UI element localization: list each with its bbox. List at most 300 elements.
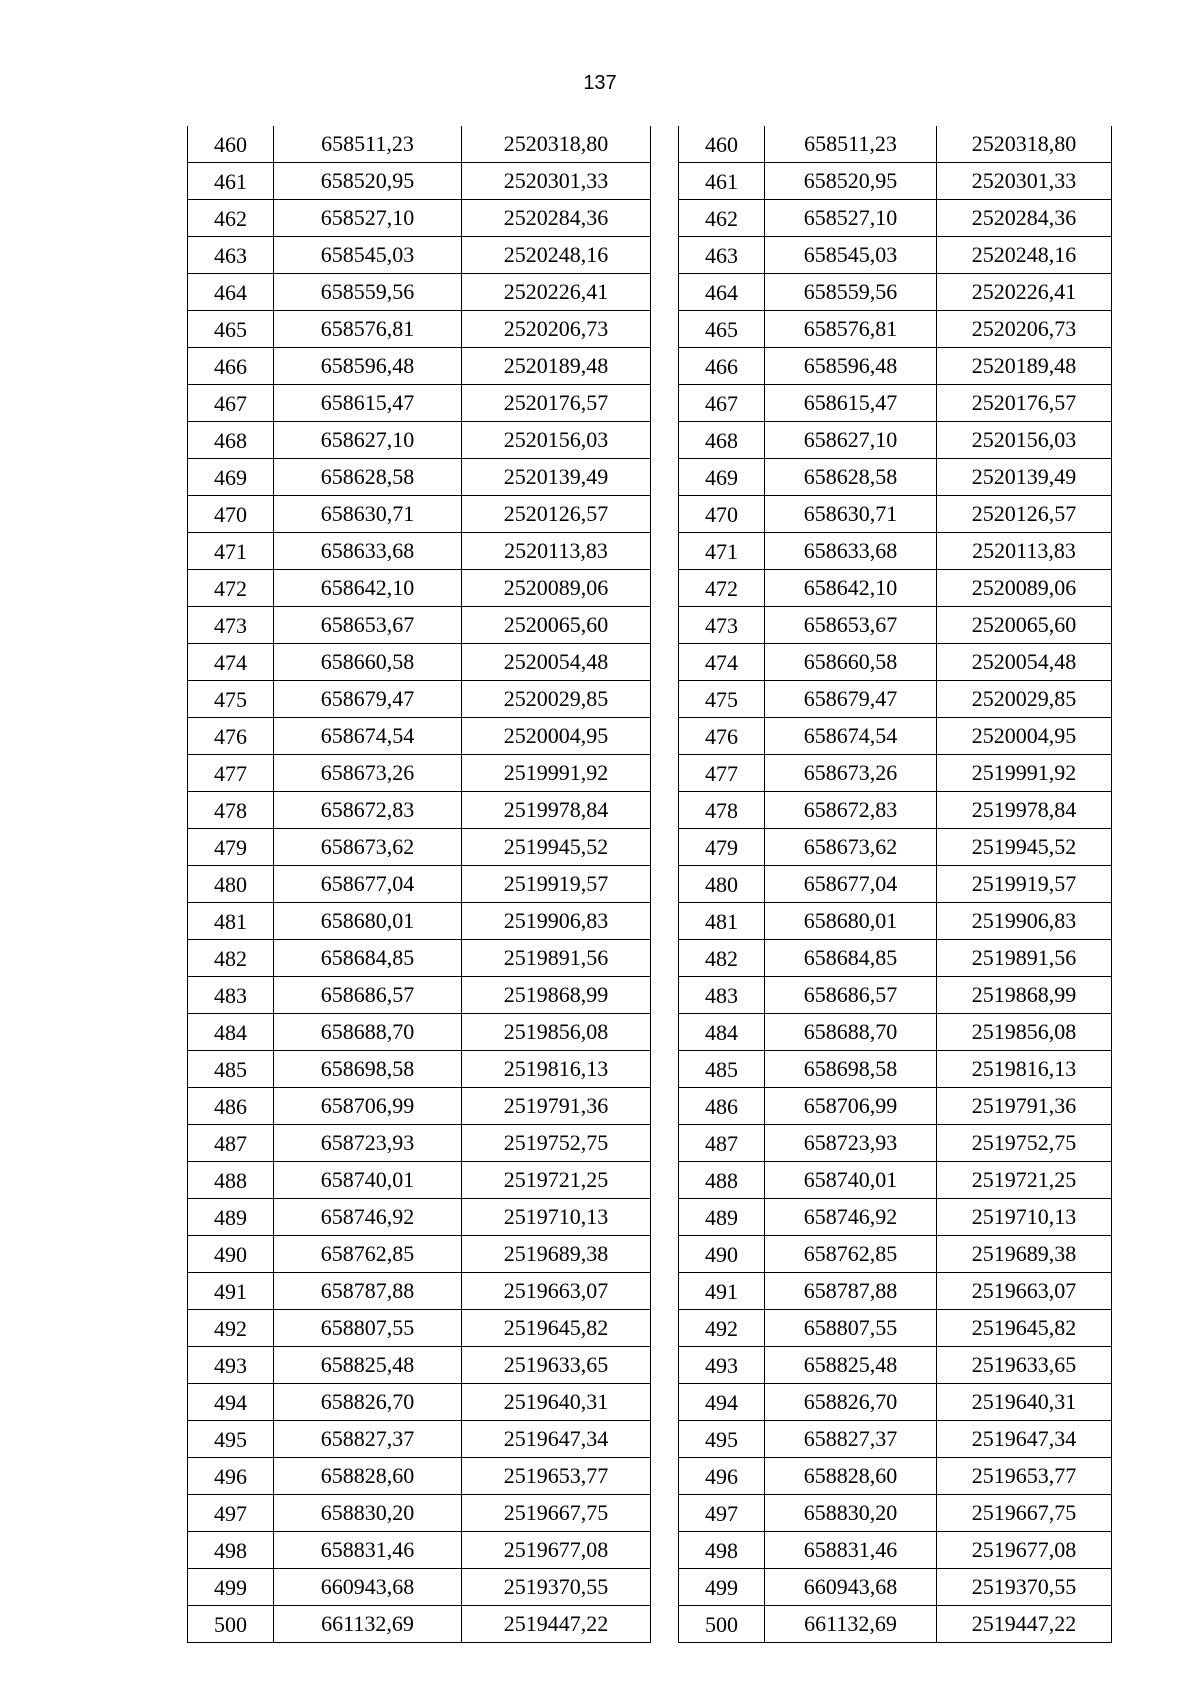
point-number-cell: 482	[188, 940, 274, 977]
point-number-cell: 461	[679, 163, 765, 200]
point-number-cell: 490	[679, 1236, 765, 1273]
x-coordinate-cell: 658762,85	[765, 1236, 937, 1273]
y-coordinate-cell: 2519633,65	[937, 1347, 1112, 1384]
x-coordinate-cell: 660943,68	[765, 1569, 937, 1606]
y-coordinate-cell: 2519816,13	[462, 1051, 651, 1088]
point-number-cell: 477	[188, 755, 274, 792]
y-coordinate-cell: 2519856,08	[937, 1014, 1112, 1051]
y-coordinate-cell: 2519447,22	[937, 1606, 1112, 1643]
y-coordinate-cell: 2520176,57	[462, 385, 651, 422]
point-number-cell: 477	[679, 755, 765, 792]
x-coordinate-cell: 658633,68	[765, 533, 937, 570]
table-row	[188, 1088, 651, 1125]
table-row	[188, 1310, 651, 1347]
x-coordinate-cell: 658787,88	[274, 1273, 462, 1310]
point-number-cell: 498	[679, 1532, 765, 1569]
table-row	[679, 126, 1112, 163]
table-row	[188, 792, 651, 829]
coordinates-table-right	[678, 126, 1112, 1643]
y-coordinate-cell: 2520065,60	[462, 607, 651, 644]
point-number-cell: 481	[188, 903, 274, 940]
y-coordinate-cell: 2520156,03	[462, 422, 651, 459]
y-coordinate-cell: 2520089,06	[937, 570, 1112, 607]
point-number-cell: 462	[188, 200, 274, 237]
x-coordinate-cell: 658831,46	[274, 1532, 462, 1569]
point-number-cell: 463	[188, 237, 274, 274]
point-number-cell: 494	[679, 1384, 765, 1421]
point-number-cell: 475	[188, 681, 274, 718]
point-number-cell: 469	[679, 459, 765, 496]
point-number-cell: 461	[188, 163, 274, 200]
y-coordinate-cell: 2520301,33	[937, 163, 1112, 200]
x-coordinate-cell: 658831,46	[765, 1532, 937, 1569]
x-coordinate-cell: 658673,62	[765, 829, 937, 866]
x-coordinate-cell: 658527,10	[765, 200, 937, 237]
y-coordinate-cell: 2519677,08	[462, 1532, 651, 1569]
table-row	[188, 311, 651, 348]
table-row	[188, 1014, 651, 1051]
y-coordinate-cell: 2520089,06	[462, 570, 651, 607]
point-number-cell: 495	[188, 1421, 274, 1458]
x-coordinate-cell: 658688,70	[765, 1014, 937, 1051]
table-row	[679, 274, 1112, 311]
point-number-cell: 489	[679, 1199, 765, 1236]
y-coordinate-cell: 2519647,34	[937, 1421, 1112, 1458]
point-number-cell: 473	[679, 607, 765, 644]
table-row	[188, 1606, 651, 1643]
table-row	[188, 126, 651, 163]
y-coordinate-cell: 2519752,75	[937, 1125, 1112, 1162]
point-number-cell: 493	[679, 1347, 765, 1384]
table-row	[679, 1569, 1112, 1606]
table-row	[188, 1458, 651, 1495]
x-coordinate-cell: 658684,85	[765, 940, 937, 977]
point-number-cell: 467	[188, 385, 274, 422]
point-number-cell: 468	[188, 422, 274, 459]
table-row	[679, 1421, 1112, 1458]
x-coordinate-cell: 658706,99	[765, 1088, 937, 1125]
y-coordinate-cell: 2519689,38	[462, 1236, 651, 1273]
y-coordinate-cell: 2519663,07	[462, 1273, 651, 1310]
point-number-cell: 479	[679, 829, 765, 866]
table-row	[679, 311, 1112, 348]
x-coordinate-cell: 658576,81	[274, 311, 462, 348]
x-coordinate-cell: 658527,10	[274, 200, 462, 237]
y-coordinate-cell: 2519667,75	[462, 1495, 651, 1532]
table-row	[188, 200, 651, 237]
table-row	[679, 237, 1112, 274]
x-coordinate-cell: 658679,47	[274, 681, 462, 718]
table-row	[679, 607, 1112, 644]
x-coordinate-cell: 658677,04	[274, 866, 462, 903]
point-number-cell: 481	[679, 903, 765, 940]
x-coordinate-cell: 658807,55	[274, 1310, 462, 1347]
table-row	[679, 1384, 1112, 1421]
y-coordinate-cell: 2520318,80	[462, 126, 651, 163]
point-number-cell: 460	[679, 126, 765, 163]
point-number-cell: 497	[679, 1495, 765, 1532]
y-coordinate-cell: 2519906,83	[937, 903, 1112, 940]
x-coordinate-cell: 658830,20	[274, 1495, 462, 1532]
x-coordinate-cell: 658762,85	[274, 1236, 462, 1273]
table-row	[679, 1606, 1112, 1643]
table-row	[188, 977, 651, 1014]
table-row	[679, 792, 1112, 829]
table-row	[188, 718, 651, 755]
y-coordinate-cell: 2520189,48	[462, 348, 651, 385]
point-number-cell: 492	[188, 1310, 274, 1347]
table-row	[188, 681, 651, 718]
point-number-cell: 486	[679, 1088, 765, 1125]
x-coordinate-cell: 658826,70	[765, 1384, 937, 1421]
point-number-cell: 494	[188, 1384, 274, 1421]
y-coordinate-cell: 2520126,57	[462, 496, 651, 533]
point-number-cell: 466	[188, 348, 274, 385]
table-row	[188, 348, 651, 385]
table-row	[188, 422, 651, 459]
table-row	[679, 977, 1112, 1014]
table-row	[188, 459, 651, 496]
x-coordinate-cell: 658642,10	[274, 570, 462, 607]
coordinates-table-left	[187, 126, 651, 1643]
table-row	[679, 348, 1112, 385]
x-coordinate-cell: 658677,04	[765, 866, 937, 903]
x-coordinate-cell: 658807,55	[765, 1310, 937, 1347]
point-number-cell: 478	[679, 792, 765, 829]
x-coordinate-cell: 658673,26	[274, 755, 462, 792]
x-coordinate-cell: 658826,70	[274, 1384, 462, 1421]
table-row	[188, 274, 651, 311]
x-coordinate-cell: 658698,58	[274, 1051, 462, 1088]
x-coordinate-cell: 661132,69	[274, 1606, 462, 1643]
y-coordinate-cell: 2519710,13	[937, 1199, 1112, 1236]
x-coordinate-cell: 661132,69	[765, 1606, 937, 1643]
y-coordinate-cell: 2520248,16	[462, 237, 651, 274]
point-number-cell: 471	[679, 533, 765, 570]
x-coordinate-cell: 658698,58	[765, 1051, 937, 1088]
x-coordinate-cell: 658825,48	[765, 1347, 937, 1384]
x-coordinate-cell: 658545,03	[765, 237, 937, 274]
point-number-cell: 476	[188, 718, 274, 755]
x-coordinate-cell: 658520,95	[765, 163, 937, 200]
x-coordinate-cell: 658679,47	[765, 681, 937, 718]
x-coordinate-cell: 658830,20	[765, 1495, 937, 1532]
y-coordinate-cell: 2520284,36	[462, 200, 651, 237]
point-number-cell: 483	[679, 977, 765, 1014]
y-coordinate-cell: 2519868,99	[937, 977, 1112, 1014]
y-coordinate-cell: 2519667,75	[937, 1495, 1112, 1532]
x-coordinate-cell: 658628,58	[274, 459, 462, 496]
point-number-cell: 467	[679, 385, 765, 422]
point-number-cell: 498	[188, 1532, 274, 1569]
table-row	[188, 903, 651, 940]
point-number-cell: 466	[679, 348, 765, 385]
coordinates-table-right-body	[679, 126, 1112, 1643]
y-coordinate-cell: 2520054,48	[462, 644, 651, 681]
table-row	[679, 1347, 1112, 1384]
x-coordinate-cell: 658673,62	[274, 829, 462, 866]
y-coordinate-cell: 2519856,08	[462, 1014, 651, 1051]
x-coordinate-cell: 658680,01	[274, 903, 462, 940]
table-row	[188, 1236, 651, 1273]
point-number-cell: 470	[188, 496, 274, 533]
table-row	[679, 1310, 1112, 1347]
point-number-cell: 474	[679, 644, 765, 681]
table-row	[188, 940, 651, 977]
point-number-cell: 496	[188, 1458, 274, 1495]
x-coordinate-cell: 658828,60	[274, 1458, 462, 1495]
point-number-cell: 484	[188, 1014, 274, 1051]
point-number-cell: 480	[679, 866, 765, 903]
y-coordinate-cell: 2519647,34	[462, 1421, 651, 1458]
y-coordinate-cell: 2519710,13	[462, 1199, 651, 1236]
table-row	[188, 237, 651, 274]
y-coordinate-cell: 2519891,56	[462, 940, 651, 977]
x-coordinate-cell: 658673,26	[765, 755, 937, 792]
table-row	[679, 866, 1112, 903]
point-number-cell: 496	[679, 1458, 765, 1495]
y-coordinate-cell: 2520113,83	[462, 533, 651, 570]
point-number-cell: 464	[188, 274, 274, 311]
table-row	[679, 1458, 1112, 1495]
table-row	[188, 1495, 651, 1532]
y-coordinate-cell: 2519945,52	[937, 829, 1112, 866]
point-number-cell: 479	[188, 829, 274, 866]
x-coordinate-cell: 658633,68	[274, 533, 462, 570]
y-coordinate-cell: 2520054,48	[937, 644, 1112, 681]
table-row	[679, 163, 1112, 200]
point-number-cell: 490	[188, 1236, 274, 1273]
table-row	[188, 1051, 651, 1088]
x-coordinate-cell: 658520,95	[274, 163, 462, 200]
y-coordinate-cell: 2519791,36	[462, 1088, 651, 1125]
table-row	[679, 570, 1112, 607]
x-coordinate-cell: 658746,92	[765, 1199, 937, 1236]
point-number-cell: 487	[188, 1125, 274, 1162]
table-row	[679, 903, 1112, 940]
table-row	[188, 829, 651, 866]
table-row	[188, 163, 651, 200]
x-coordinate-cell: 658627,10	[274, 422, 462, 459]
point-number-cell: 485	[679, 1051, 765, 1088]
table-row	[679, 1088, 1112, 1125]
table-row	[679, 1199, 1112, 1236]
y-coordinate-cell: 2520029,85	[462, 681, 651, 718]
y-coordinate-cell: 2520113,83	[937, 533, 1112, 570]
table-row	[679, 940, 1112, 977]
x-coordinate-cell: 658825,48	[274, 1347, 462, 1384]
x-coordinate-cell: 658746,92	[274, 1199, 462, 1236]
table-row	[188, 1273, 651, 1310]
table-row	[679, 718, 1112, 755]
x-coordinate-cell: 658627,10	[765, 422, 937, 459]
table-row	[188, 1162, 651, 1199]
x-coordinate-cell: 658686,57	[274, 977, 462, 1014]
x-coordinate-cell: 658723,93	[274, 1125, 462, 1162]
y-coordinate-cell: 2519677,08	[937, 1532, 1112, 1569]
point-number-cell: 486	[188, 1088, 274, 1125]
point-number-cell: 472	[188, 570, 274, 607]
x-coordinate-cell: 658688,70	[274, 1014, 462, 1051]
x-coordinate-cell: 658660,58	[274, 644, 462, 681]
point-number-cell: 497	[188, 1495, 274, 1532]
point-number-cell: 460	[188, 126, 274, 163]
y-coordinate-cell: 2520029,85	[937, 681, 1112, 718]
table-row	[188, 1125, 651, 1162]
x-coordinate-cell: 658628,58	[765, 459, 937, 496]
y-coordinate-cell: 2519645,82	[937, 1310, 1112, 1347]
table-row	[188, 1569, 651, 1606]
point-number-cell: 487	[679, 1125, 765, 1162]
x-coordinate-cell: 658596,48	[274, 348, 462, 385]
y-coordinate-cell: 2520139,49	[937, 459, 1112, 496]
table-row	[679, 1051, 1112, 1088]
x-coordinate-cell: 658653,67	[765, 607, 937, 644]
y-coordinate-cell: 2520226,41	[462, 274, 651, 311]
table-row	[679, 1273, 1112, 1310]
point-number-cell: 493	[188, 1347, 274, 1384]
x-coordinate-cell: 658672,83	[274, 792, 462, 829]
point-number-cell: 465	[679, 311, 765, 348]
y-coordinate-cell: 2519640,31	[937, 1384, 1112, 1421]
y-coordinate-cell: 2520248,16	[937, 237, 1112, 274]
table-row	[679, 644, 1112, 681]
y-coordinate-cell: 2520301,33	[462, 163, 651, 200]
y-coordinate-cell: 2519689,38	[937, 1236, 1112, 1273]
y-coordinate-cell: 2519721,25	[462, 1162, 651, 1199]
table-row	[188, 607, 651, 644]
point-number-cell: 462	[679, 200, 765, 237]
y-coordinate-cell: 2520156,03	[937, 422, 1112, 459]
y-coordinate-cell: 2519645,82	[462, 1310, 651, 1347]
point-number-cell: 476	[679, 718, 765, 755]
x-coordinate-cell: 658615,47	[765, 385, 937, 422]
table-row	[188, 1421, 651, 1458]
y-coordinate-cell: 2519919,57	[937, 866, 1112, 903]
x-coordinate-cell: 658680,01	[765, 903, 937, 940]
y-coordinate-cell: 2520206,73	[462, 311, 651, 348]
x-coordinate-cell: 658827,37	[765, 1421, 937, 1458]
point-number-cell: 470	[679, 496, 765, 533]
point-number-cell: 491	[188, 1273, 274, 1310]
point-number-cell: 473	[188, 607, 274, 644]
table-row	[679, 1125, 1112, 1162]
page-number: 137	[583, 72, 617, 94]
point-number-cell: 468	[679, 422, 765, 459]
x-coordinate-cell: 658596,48	[765, 348, 937, 385]
y-coordinate-cell: 2519370,55	[937, 1569, 1112, 1606]
x-coordinate-cell: 658674,54	[765, 718, 937, 755]
y-coordinate-cell: 2520206,73	[937, 311, 1112, 348]
table-row	[188, 570, 651, 607]
point-number-cell: 469	[188, 459, 274, 496]
point-number-cell: 488	[188, 1162, 274, 1199]
y-coordinate-cell: 2519868,99	[462, 977, 651, 1014]
y-coordinate-cell: 2519721,25	[937, 1162, 1112, 1199]
y-coordinate-cell: 2519978,84	[462, 792, 651, 829]
y-coordinate-cell: 2520318,80	[937, 126, 1112, 163]
y-coordinate-cell: 2519991,92	[462, 755, 651, 792]
point-number-cell: 483	[188, 977, 274, 1014]
x-coordinate-cell: 658576,81	[765, 311, 937, 348]
table-row	[188, 644, 651, 681]
coordinates-table-left-body	[188, 126, 651, 1643]
x-coordinate-cell: 660943,68	[274, 1569, 462, 1606]
y-coordinate-cell: 2520065,60	[937, 607, 1112, 644]
point-number-cell: 492	[679, 1310, 765, 1347]
table-row	[679, 459, 1112, 496]
table-row	[188, 1199, 651, 1236]
x-coordinate-cell: 658827,37	[274, 1421, 462, 1458]
point-number-cell: 500	[188, 1606, 274, 1643]
x-coordinate-cell: 658672,83	[765, 792, 937, 829]
y-coordinate-cell: 2519640,31	[462, 1384, 651, 1421]
point-number-cell: 482	[679, 940, 765, 977]
table-row	[679, 422, 1112, 459]
y-coordinate-cell: 2520176,57	[937, 385, 1112, 422]
x-coordinate-cell: 658511,23	[274, 126, 462, 163]
table-row	[679, 533, 1112, 570]
table-row	[679, 1014, 1112, 1051]
y-coordinate-cell: 2520004,95	[462, 718, 651, 755]
x-coordinate-cell: 658653,67	[274, 607, 462, 644]
point-number-cell: 475	[679, 681, 765, 718]
y-coordinate-cell: 2520004,95	[937, 718, 1112, 755]
y-coordinate-cell: 2519663,07	[937, 1273, 1112, 1310]
y-coordinate-cell: 2519891,56	[937, 940, 1112, 977]
point-number-cell: 491	[679, 1273, 765, 1310]
y-coordinate-cell: 2520284,36	[937, 200, 1112, 237]
point-number-cell: 489	[188, 1199, 274, 1236]
x-coordinate-cell: 658660,58	[765, 644, 937, 681]
y-coordinate-cell: 2519945,52	[462, 829, 651, 866]
x-coordinate-cell: 658615,47	[274, 385, 462, 422]
table-row	[679, 829, 1112, 866]
table-row	[679, 681, 1112, 718]
y-coordinate-cell: 2519447,22	[462, 1606, 651, 1643]
x-coordinate-cell: 658511,23	[765, 126, 937, 163]
x-coordinate-cell: 658706,99	[274, 1088, 462, 1125]
point-number-cell: 500	[679, 1606, 765, 1643]
point-number-cell: 471	[188, 533, 274, 570]
point-number-cell: 499	[679, 1569, 765, 1606]
x-coordinate-cell: 658545,03	[274, 237, 462, 274]
table-row	[188, 755, 651, 792]
point-number-cell: 474	[188, 644, 274, 681]
x-coordinate-cell: 658740,01	[274, 1162, 462, 1199]
x-coordinate-cell: 658740,01	[765, 1162, 937, 1199]
y-coordinate-cell: 2519370,55	[462, 1569, 651, 1606]
table-row	[188, 533, 651, 570]
table-row	[679, 496, 1112, 533]
table-row	[188, 866, 651, 903]
point-number-cell: 484	[679, 1014, 765, 1051]
table-row	[679, 1532, 1112, 1569]
x-coordinate-cell: 658686,57	[765, 977, 937, 1014]
y-coordinate-cell: 2519906,83	[462, 903, 651, 940]
table-row	[679, 755, 1112, 792]
y-coordinate-cell: 2520139,49	[462, 459, 651, 496]
y-coordinate-cell: 2520226,41	[937, 274, 1112, 311]
y-coordinate-cell: 2519919,57	[462, 866, 651, 903]
point-number-cell: 465	[188, 311, 274, 348]
y-coordinate-cell: 2519653,77	[937, 1458, 1112, 1495]
x-coordinate-cell: 658684,85	[274, 940, 462, 977]
y-coordinate-cell: 2519816,13	[937, 1051, 1112, 1088]
point-number-cell: 495	[679, 1421, 765, 1458]
table-row	[188, 496, 651, 533]
table-row	[679, 1495, 1112, 1532]
